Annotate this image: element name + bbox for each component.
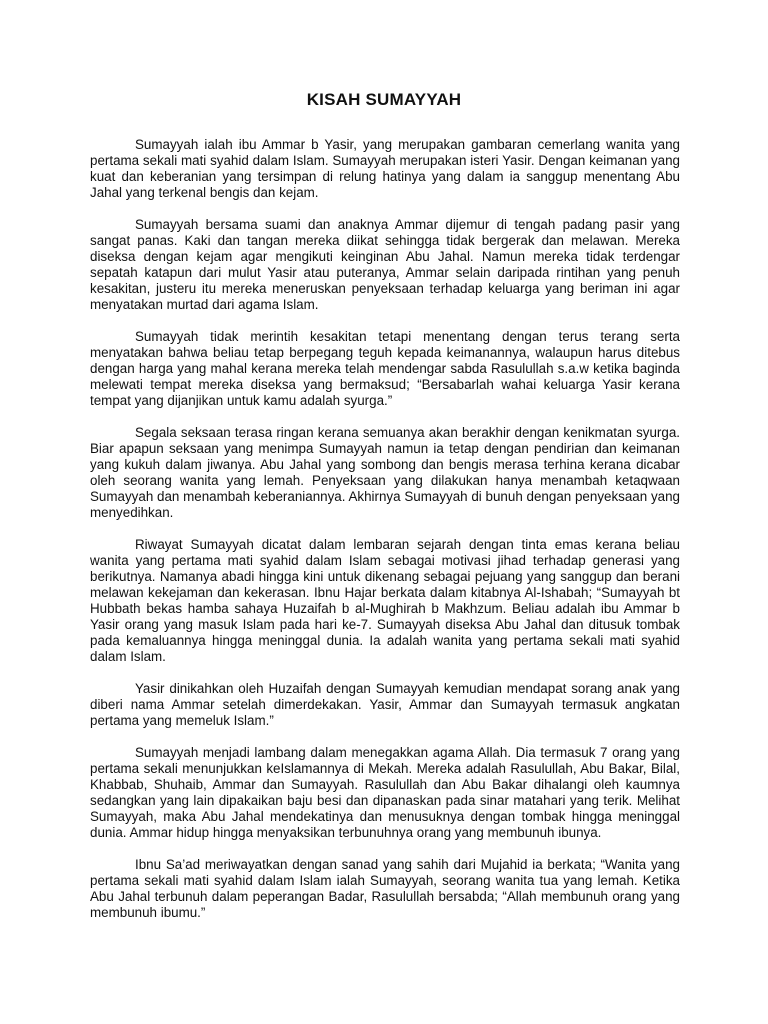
document-body — [90, 137, 680, 937]
paragraph-8: Ibnu Sa’ad meriwayatkan dengan sanad yang sahih dari Mujahid ia berkata; “Wanita yang pertama sekali mati syahid dalam Islam ialah Sumayyah, seorang wanita tua yang lemah. Ketika Abu Jahal terbunuh dalam peperangan Badar, Rasulullah bersabda; “Allah membunuh orang yang membunuh ibumu.” — [90, 857, 680, 920]
paragraph-5: Riwayat Sumayyah dicatat dalam lembaran sejarah dengan tinta emas kerana beliau wanita yang pertama mati syahid dalam Islam sebagai motivasi jihad terhadap generasi yang berikutnya. Namanya abadi hingga kini untuk dikenang sebagai pejuang yang sanggup dan berani melawan kekejaman dan kekerasan. Ibnu Hajar berkata dalam kitabnya Al-Ishabah; “Sumayyah bt Hubbath bekas hamba sahaya Huzaifah b al-Mughirah b Makhzum. Beliau adalah ibu Ammar b Yasir orang yang masuk Islam pada hari ke-7. Sumayyah diseksa Abu Jahal dan ditusuk tombak pada kemaluannya hingga meninggal dunia. Ia adalah wanita yang pertama sekali mati syahid dalam Islam. — [90, 537, 680, 664]
document-title: KISAH SUMAYYAH — [306, 90, 462, 109]
paragraph-6: Yasir dinikahkan oleh Huzaifah dengan Sumayyah kemudian mendapat sorang anak yang diberi nama Ammar setelah dimerdekakan. Yasir, Ammar dan Sumayyah termasuk angkatan pertama yang memeluk Islam.” — [90, 681, 680, 728]
paragraph-7: Sumayyah menjadi lambang dalam menegakkan agama Allah. Dia termasuk 7 orang yang pertama sekali menunjukkan keIslamannya di Mekah. Mereka adalah Rasulullah, Abu Bakar, Bilal, Khabbab, Shuhaib, Ammar dan Sumayyah. Rasulullah dan Abu Bakar dihalangi oleh kaumnya sedangkan yang lain dipakaikan baju besi dan dipanaskan pada sinar matahari yang terik. Melihat Sumayyah, maka Abu Jahal mendekatinya dan menusuknya dengan tombak hingga meninggal dunia. Ammar hidup hingga menyaksikan terbunuhnya orang yang membunuh ibunya. — [90, 745, 680, 840]
paragraph-2: Sumayyah bersama suami dan anaknya Ammar dijemur di tengah padang pasir yang sangat panas. Kaki dan tangan mereka diikat sehingga tidak bergerak dan melawan. Mereka diseksa dengan kejam agar mengikuti keinginan Abu Jahal. Namun mereka tidak terdengar sepatah katapun dari mulut Yasir atau puteranya, Ammar selain daripada rintihan yang penuh kesakitan, justeru itu mereka meneruskan penyeksaan terhadap keluarga yang beriman ini agar menyatakan murtad dari agama Islam. — [90, 217, 680, 312]
paragraph-4: Segala seksaan terasa ringan kerana semuanya akan berakhir dengan kenikmatan syurga. Biar apapun seksaan yang menimpa Sumayyah namun ia tetap dengan pendirian dan keimanan yang kukuh dalam jiwanya. Abu Jahal yang sombong dan bengis merasa terhina kerana dicabar oleh seorang wanita yang lemah. Penyeksaan yang dilakukan hanya menambah ketaqwaan Sumayyah dan menambah keberaniannya. Akhirnya Sumayyah di bunuh dengan penyeksaan yang menyedihkan. — [90, 425, 680, 520]
paragraph-3: Sumayyah tidak merintih kesakitan tetapi menentang dengan terus terang serta menyatakan bahwa beliau tetap berpegang teguh kepada keimanannya, walaupun harus ditebus dengan harga yang mahal kerana mereka telah mendengar sabda Rasulullah s.a.w ketika baginda melewati tempat mereka diseksa yang bermaksud; “Bersabarlah wahai keluarga Yasir kerana tempat yang dijanjikan untuk kamu adalah syurga.” — [90, 329, 680, 408]
paragraph-1: Sumayyah ialah ibu Ammar b Yasir, yang merupakan gambaran cemerlang wanita yang pertama sekali mati syahid dalam Islam. Sumayyah merupakan isteri Yasir. Dengan keimanan yang kuat dan keberanian yang tersimpan di relung hatinya yang dalam ia sanggup menentang Abu Jahal yang terkenal bengis dan kejam. — [90, 137, 680, 200]
